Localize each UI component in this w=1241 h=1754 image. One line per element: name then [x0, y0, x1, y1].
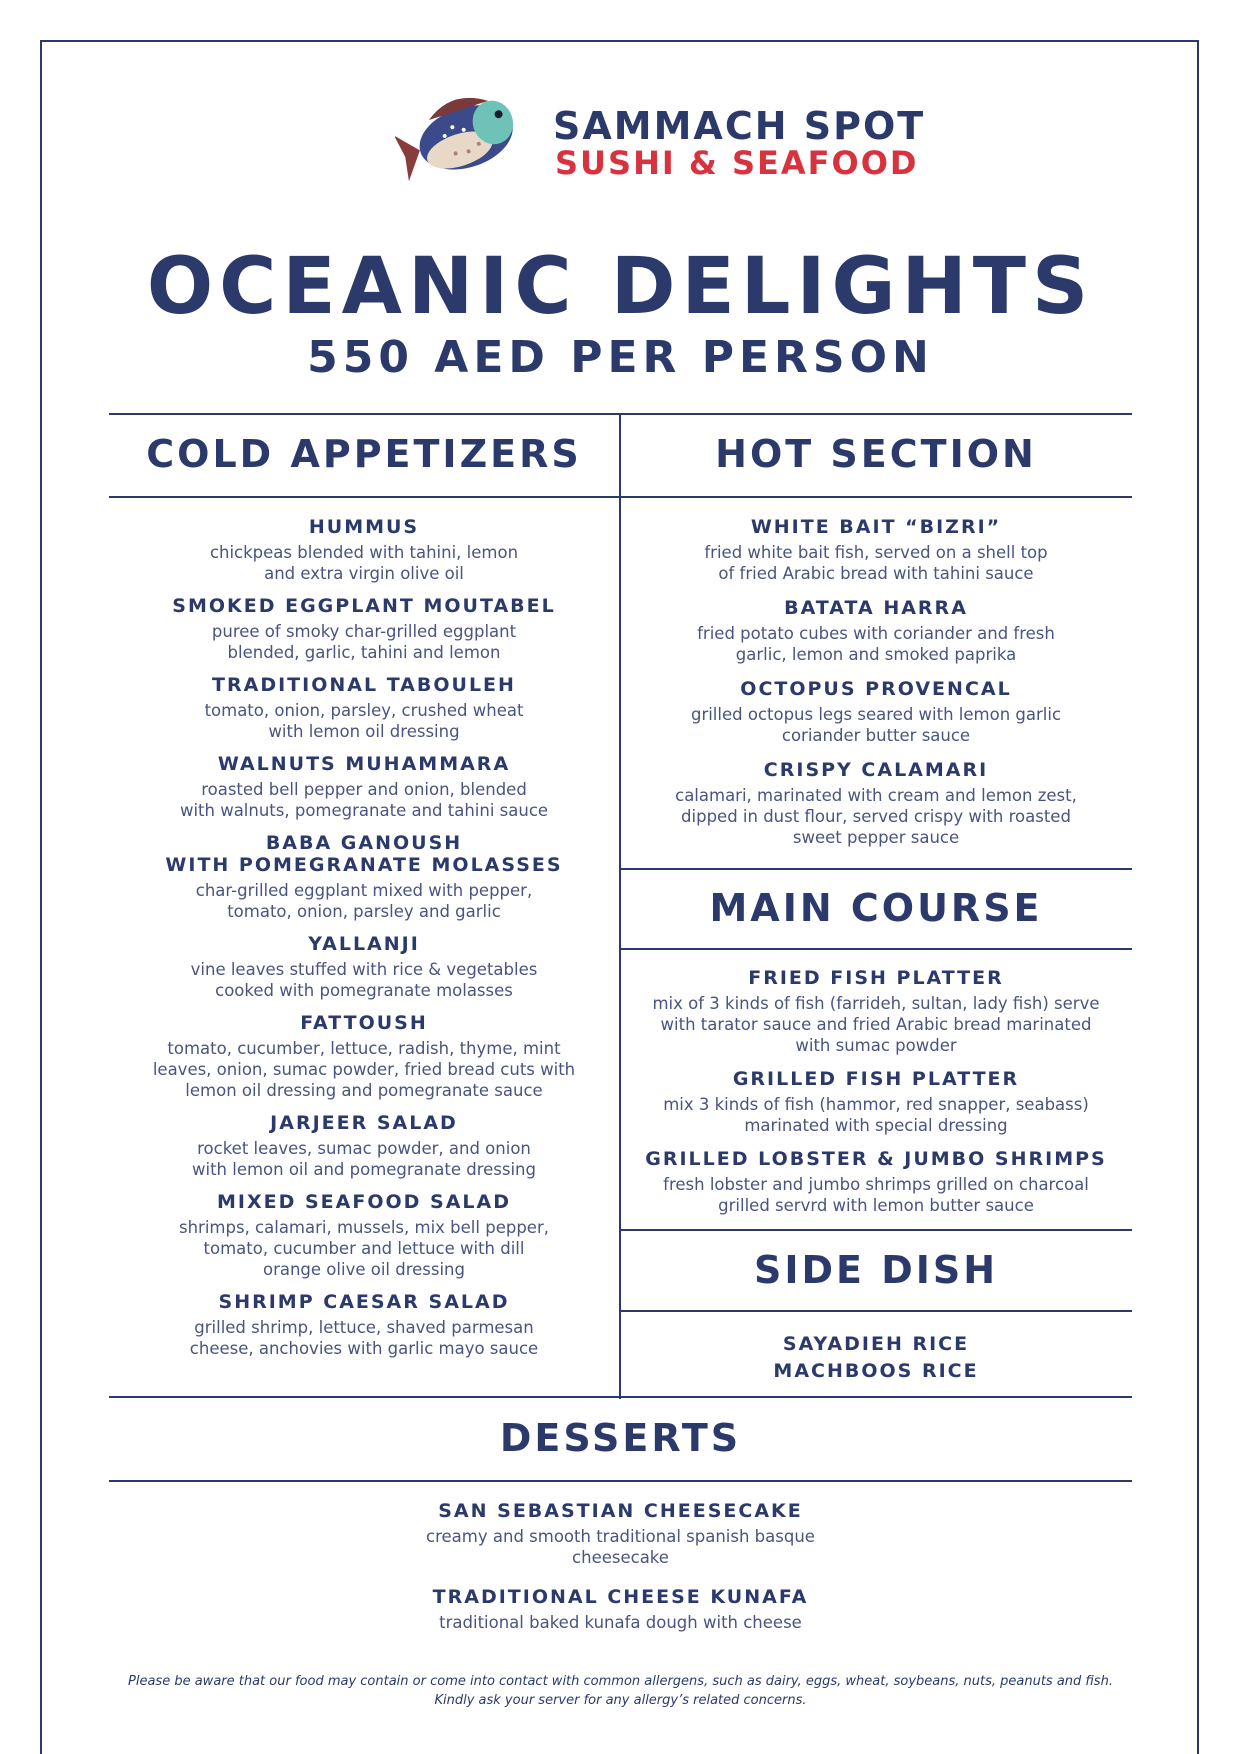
hot-section-list — [620, 516, 1132, 848]
menu-item — [109, 674, 619, 742]
menu-item-name: WHITE BAIT “BIZRI” — [750, 516, 1002, 538]
menu-item-description: char-grilled eggplant mixed with pepper, tomato, onion, parsley and garlic — [195, 881, 533, 921]
menu-item-name: BATATA HARRA — [784, 597, 968, 619]
cold-appetizers-list — [109, 516, 619, 1359]
menu-item-name: WALNUTS MUHAMMARA — [217, 753, 511, 775]
menu-item-name: GRILLED LOBSTER & JUMBO SHRIMPS — [645, 1148, 1107, 1170]
menu-item-description: fried potato cubes with coriander and fresh garlic, lemon and smoked paprika — [697, 624, 1055, 664]
menu-item-description: creamy and smooth traditional spanish basque cheesecake — [426, 1527, 815, 1567]
brand-tagline: SUSHI & SEAFOOD — [555, 144, 919, 182]
divider — [620, 1229, 1132, 1231]
menu-item — [620, 597, 1132, 665]
menu-item-name: BABA GANOUSH WITH POMEGRANATE MOLASSES — [165, 832, 563, 876]
menu-item — [109, 1291, 619, 1359]
menu-item-description: tomato, onion, parsley, crushed wheat with lemon oil dressing — [204, 701, 524, 741]
section-heading-desserts: DESSERTS — [499, 1416, 742, 1460]
menu-item-description: mix 3 kinds of fish (hammor, red snapper, seabass) marinated with special dressing — [663, 1095, 1089, 1135]
menu-item-name: SHRIMP CAESAR SALAD — [218, 1291, 510, 1313]
menu-item-description: shrimps, calamari, mussels, mix bell pepper, tomato, cucumber and lettuce with dill orange olive oil dressing — [179, 1218, 549, 1279]
menu-item — [109, 1500, 1132, 1568]
menu-item — [620, 967, 1132, 1056]
section-heading-main-course: MAIN COURSE — [709, 886, 1043, 930]
menu-item-name: SAN SEBASTIAN CHEESECAKE — [438, 1500, 803, 1522]
menu-item-description: mix of 3 kinds of fish (farrideh, sultan, lady fish) serve with tarator sauce and fried Arabic bread marinated with sumac powder — [652, 994, 1100, 1055]
menu-item — [109, 1112, 619, 1180]
menu-item-name: TRADITIONAL TABOULEH — [212, 674, 516, 696]
brand-logo — [395, 78, 926, 188]
menu-item-name: CRISPY CALAMARI — [763, 759, 989, 781]
divider — [620, 1310, 1132, 1312]
fish-icon — [395, 78, 545, 188]
menu-item-description: grilled shrimp, lettuce, shaved parmesan cheese, anchovies with garlic mayo sauce — [189, 1318, 539, 1358]
menu-item-name: FATTOUSH — [300, 1012, 428, 1034]
divider — [620, 868, 1132, 870]
menu-item — [620, 759, 1132, 848]
menu-item — [620, 1148, 1132, 1216]
menu-item-description: puree of smoky char-grilled eggplant blended, garlic, tahini and lemon — [211, 622, 517, 662]
menu-item-name: OCTOPUS PROVENCAL — [740, 678, 1012, 700]
menu-item-description: calamari, marinated with cream and lemon zest, dipped in dust flour, served crispy with roasted sweet pepper sauce — [675, 786, 1077, 847]
menu-item — [109, 832, 619, 922]
menu-item — [109, 1191, 619, 1280]
menu-item — [109, 516, 619, 584]
menu-item-name: SMOKED EGGPLANT MOUTABEL — [172, 595, 556, 617]
menu-item-name: JARJEER SALAD — [270, 1112, 458, 1134]
menu-item-description: fried white bait fish, served on a shell top of fried Arabic bread with tahini sauce — [704, 543, 1048, 583]
menu-item-description: fresh lobster and jumbo shrimps grilled on charcoal grilled servrd with lemon butter sauce — [663, 1175, 1089, 1215]
divider — [109, 1396, 1132, 1398]
menu-item — [109, 933, 619, 1001]
menu-item — [620, 516, 1132, 584]
menu-item-name: TRADITIONAL CHEESE KUNAFA — [432, 1586, 809, 1608]
brand-name: SAMMACH SPOT — [553, 104, 926, 148]
menu-item-name: GRILLED FISH PLATTER — [732, 1068, 1020, 1090]
menu-price: 550 AED PER PERSON — [307, 332, 934, 383]
desserts-list — [109, 1500, 1132, 1633]
menu-item — [620, 1068, 1132, 1136]
menu-item-description: chickpeas blended with tahini, lemon and extra virgin olive oil — [209, 543, 519, 583]
side-dish-item: SAYADIEH RICE — [782, 1333, 970, 1355]
divider — [620, 948, 1132, 950]
menu-title: OCEANIC DELIGHTS — [146, 242, 1095, 332]
menu-item-name: YALLANJI — [308, 933, 420, 955]
menu-item-description: roasted bell pepper and onion, blended with walnuts, pomegranate and tahini sauce — [179, 780, 549, 820]
menu-item-description: tomato, cucumber, lettuce, radish, thyme, mint leaves, onion, sumac powder, fried bread cuts with lemon oil dressing and pomegranate sauce — [152, 1039, 576, 1100]
divider — [109, 1480, 1132, 1482]
menu-item — [109, 1012, 619, 1101]
side-dish-item: MACHBOOS RICE — [773, 1360, 979, 1382]
menu-item — [109, 753, 619, 821]
menu-item-name: MIXED SEAFOOD SALAD — [217, 1191, 511, 1213]
main-course-list — [620, 967, 1132, 1216]
menu-item-description: grilled octopus legs seared with lemon garlic coriander butter sauce — [690, 705, 1062, 745]
allergen-notice — [0, 1672, 1241, 1710]
menu-item-name: FRIED FISH PLATTER — [748, 967, 1004, 989]
section-heading-hot-section: HOT SECTION — [715, 432, 1037, 476]
section-heading-side-dish: SIDE DISH — [753, 1248, 999, 1292]
menu-item-name: HUMMUS — [308, 516, 420, 538]
menu-item — [109, 595, 619, 663]
allergen-notice-line: Please be aware that our food may contain or come into contact with common allergens, such as dairy, eggs, wheat, soybeans, nuts, peanuts and fish. — [128, 1674, 1113, 1689]
side-dish-list — [620, 1331, 1132, 1385]
section-heading-cold-appetizers: COLD APPETIZERS — [146, 432, 582, 476]
menu-item-description: rocket leaves, sumac powder, and onion with lemon oil and pomegranate dressing — [191, 1139, 536, 1179]
menu-item-description: vine leaves stuffed with rice & vegetables cooked with pomegranate molasses — [190, 960, 538, 1000]
menu-item — [620, 678, 1132, 746]
menu-item-description: traditional baked kunafa dough with cheese — [439, 1613, 802, 1632]
menu-item — [109, 1586, 1132, 1633]
allergen-notice-line: Kindly ask your server for any allergy’s related concerns. — [434, 1693, 807, 1708]
